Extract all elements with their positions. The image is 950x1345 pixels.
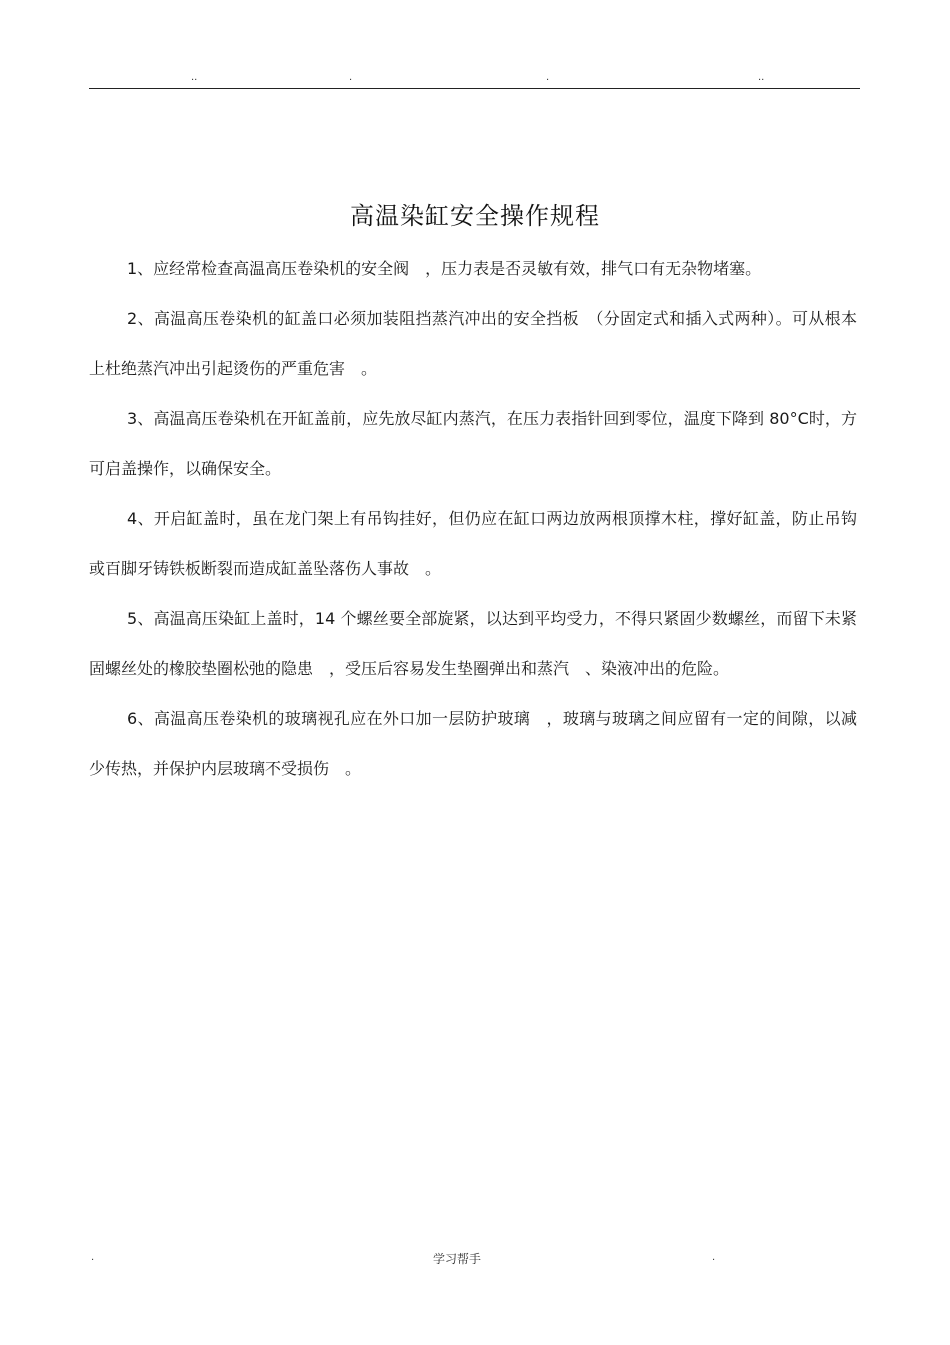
header-mark: . — [546, 72, 550, 83]
paragraph-2: 2、高温高压卷染机的缸盖口必须加装阻挡蒸汽冲出的安全挡板 （分固定式和插入式两种）。可从根本上杜绝蒸汽冲出引起烫伤的严重危害 。 — [89, 309, 857, 378]
paragraph-1: 1、应经常检查高温高压卷染机的安全阀 ，压力表是否灵敏有效，排气口有无杂物堵塞。 — [127, 259, 762, 278]
footer-right-mark: . — [712, 1252, 716, 1263]
header-mark: .. — [191, 72, 198, 83]
header-mark: .. — [758, 72, 765, 83]
paragraph-5: 5、高温高压染缸上盖时，14 个螺丝要全部旋紧，以达到平均受力，不得只紧固少数螺丝，而留下未紧固螺丝处的橡胶垫圈松弛的隐患 ，受压后容易发生垫圈弹出和蒸汽 、染液冲出的危险。 — [89, 609, 857, 678]
paragraph-4: 4、开启缸盖时，虽在龙门架上有吊钩挂好，但仍应在缸口两边放两根顶撑木柱，撑好缸盖，防止吊钩或百脚牙铸铁板断裂而造成缸盖坠落伤人事故 。 — [89, 509, 857, 578]
document-body — [89, 244, 857, 794]
document-title: 高温染缸安全操作规程 — [350, 202, 600, 230]
header-mark: . — [349, 72, 353, 83]
footer-text: 学习帮手 — [432, 1252, 481, 1266]
header-rule — [89, 88, 860, 89]
paragraph-6: 6、高温高压卷染机的玻璃视孔应在外口加一层防护玻璃 ，玻璃与玻璃之间应留有一定的间隙，以减少传热，并保护内层玻璃不受损伤 。 — [89, 709, 857, 778]
paragraph-3: 3、高温高压卷染机在开缸盖前，应先放尽缸内蒸汽，在压力表指针回到零位，温度下降到 80°C时，方可启盖操作，以确保安全。 — [89, 409, 857, 478]
footer-left-mark: . — [91, 1252, 95, 1263]
